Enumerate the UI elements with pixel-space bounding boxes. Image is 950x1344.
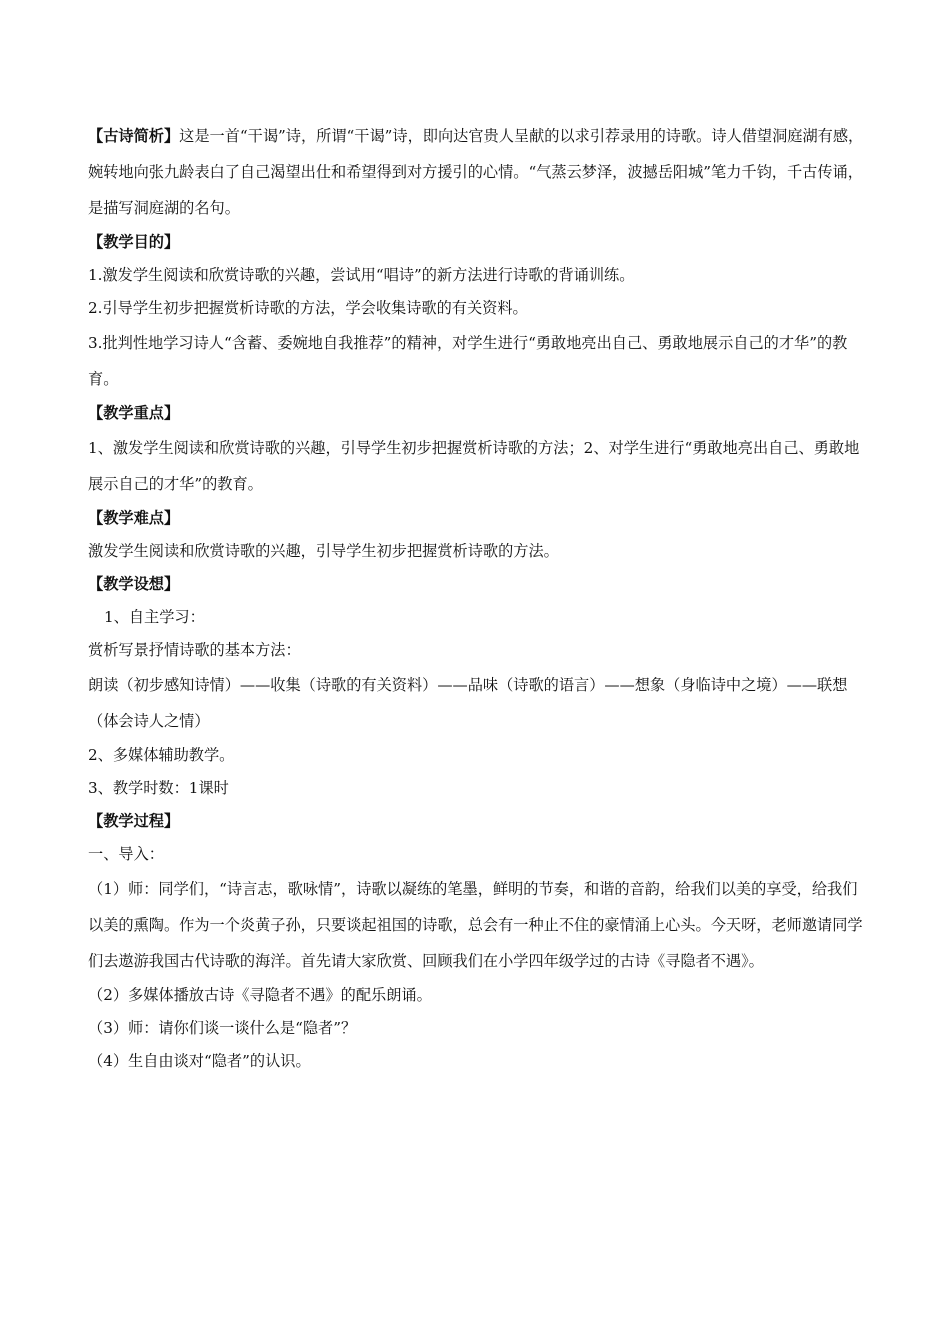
document-page bbox=[88, 118, 868, 1078]
focus-heading: 【教学重点】 bbox=[88, 404, 180, 422]
intro-label: 【古诗简析】 bbox=[88, 127, 180, 145]
design-heading: 【教学设想】 bbox=[88, 575, 180, 593]
process-step-2: （2）多媒体播放古诗《寻隐者不遇》的配乐朗诵。 bbox=[88, 986, 432, 1004]
goal-item-2: 2.引导学生初步把握赏析诗歌的方法，学会收集诗歌的有关资料。 bbox=[88, 299, 528, 317]
goal-item-1: 1.激发学生阅读和欣赏诗歌的兴趣，尝试用“唱诗”的新方法进行诗歌的背诵训练。 bbox=[88, 266, 635, 284]
process-section-1: 一、导入： bbox=[88, 845, 164, 863]
difficulty-heading: 【教学难点】 bbox=[88, 509, 180, 527]
process-heading: 【教学过程】 bbox=[88, 812, 180, 830]
goals-heading: 【教学目的】 bbox=[88, 233, 180, 251]
design-method-text: 朗读（初步感知诗情）——收集（诗歌的有关资料）——品味（诗歌的语言）——想象（身临诗中之境）——联想（体会诗人之情） bbox=[88, 676, 848, 730]
process-step-4: （4）生自由谈对“隐者”的认识。 bbox=[88, 1052, 311, 1070]
process-step-3: （3）师：请你们谈一谈什么是“隐者”？ bbox=[88, 1019, 357, 1037]
goal-item-3: 3.批判性地学习诗人“含蓄、委婉地自我推荐”的精神，对学生进行“勇敢地亮出自己、勇敢地展示自己的才华”的教育。 bbox=[88, 334, 848, 388]
difficulty-text: 激发学生阅读和欣赏诗歌的兴趣，引导学生初步把握赏析诗歌的方法。 bbox=[88, 542, 559, 560]
design-item-2: 2、多媒体辅助教学。 bbox=[88, 746, 235, 764]
intro-text: 这是一首“干谒”诗，所谓“干谒”诗，即向达官贵人呈献的以求引荐录用的诗歌。诗人借望洞庭湖有感，婉转地向张九龄表白了自己渴望出仕和希望得到对方援引的心情。“气蒸云梦泽，波撼岳阳城”笔力千钧，千古传诵，是描写洞庭湖的名句。 bbox=[88, 127, 864, 217]
focus-text: 1、激发学生阅读和欣赏诗歌的兴趣，引导学生初步把握赏析诗歌的方法；2、对学生进行“勇敢地亮出自己、勇敢地展示自己的才华”的教育。 bbox=[88, 439, 860, 493]
intro-paragraph bbox=[88, 118, 868, 226]
design-method-title: 赏析写景抒情诗歌的基本方法： bbox=[88, 641, 301, 659]
design-item-3: 3、教学时数：1课时 bbox=[88, 779, 229, 797]
process-step-1: （1）师：同学们，“诗言志，歌咏情”，诗歌以凝练的笔墨，鲜明的节奏，和谐的音韵，给我们以美的享受，给我们以美的熏陶。作为一个炎黄子孙，只要谈起祖国的诗歌，总会有一种止不住的豪情涌上心头。今天呀，老师邀请同学们去遨游我国古代诗歌的海洋。首先请大家欣赏、回顾我们在小学四年级学过的古诗《寻隐者不遇》。 bbox=[88, 880, 863, 970]
design-item-1: 1、自主学习： bbox=[104, 608, 205, 626]
